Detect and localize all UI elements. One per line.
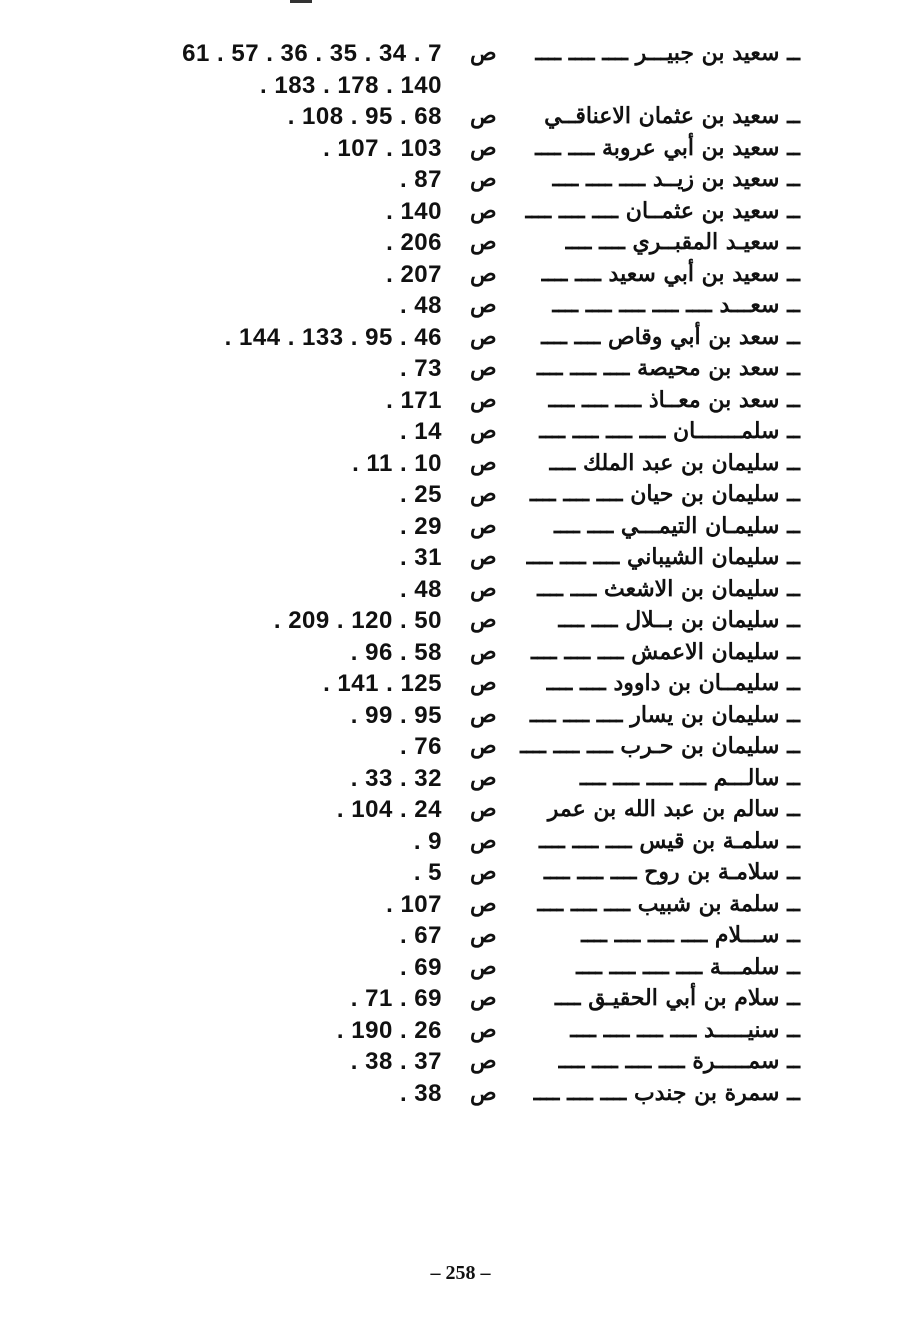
entry-page-refs: . 5: [413, 859, 442, 886]
entry-page-refs: . 9: [413, 827, 442, 855]
index-entry: [100, 290, 800, 322]
page-abbrev: ص: [470, 1016, 497, 1043]
index-entry: [100, 196, 800, 228]
page-abbrev: ص: [470, 166, 497, 192]
entry-page-refs: . 48: [399, 292, 442, 319]
entry-page-refs: . 206: [386, 229, 442, 256]
page-abbrev: ص: [470, 134, 497, 161]
index-entry: [100, 542, 800, 574]
index-entry: [100, 637, 800, 669]
index-entry: [100, 952, 800, 984]
entry-page-refs: . 107: [386, 890, 442, 918]
page-abbrev: ص: [470, 796, 497, 822]
entry-name: ــ سالم بن عبد الله بن عمر: [547, 796, 800, 822]
page-abbrev: ص: [470, 859, 497, 885]
index-entry: [100, 479, 800, 511]
entry-page-refs: . 141 . 125: [323, 670, 442, 697]
page-abbrev: ص: [470, 1048, 497, 1074]
page-abbrev: ص: [470, 449, 497, 476]
entry-page-refs: . 14: [399, 418, 442, 445]
page-abbrev: ص: [470, 40, 497, 66]
entry-name: ــ سليمــان بن داوود ــــ ــــ: [546, 670, 800, 696]
entry-page-refs: . 99 . 95: [350, 701, 442, 729]
entry-name: ــ سعيـد المقبــري ــــ ــــ: [565, 229, 800, 255]
page-abbrev: ص: [470, 355, 497, 381]
entry-name: ــ سعيد بن جبيـــر ــــ ــــ ــــ: [535, 40, 800, 66]
entry-name: ــ سنيـــــد ــــ ــــ ــــ ــــ: [570, 1016, 800, 1043]
entry-page-refs: . 87: [399, 166, 442, 193]
entry-page-refs: . 33 . 32: [350, 764, 442, 792]
entry-page-refs: . 104 . 24: [336, 796, 442, 823]
entry-page-refs: . 38 . 37: [350, 1048, 442, 1075]
entry-page-refs: . 38: [399, 1079, 442, 1107]
page-abbrev: ص: [470, 481, 497, 507]
page-abbrev: ص: [470, 512, 497, 539]
index-entry: [100, 353, 800, 385]
index-entry: [100, 511, 800, 543]
index-entry: [100, 857, 800, 889]
page-abbrev: ص: [470, 890, 497, 917]
entry-page-refs: . 11 . 10: [352, 449, 442, 477]
page-abbrev: ص: [470, 827, 497, 854]
index-entry: [100, 322, 800, 354]
entry-name: ــ ســـلام ــــ ــــ ــــ ــــ: [581, 922, 800, 948]
entry-page-refs: . 76: [399, 733, 442, 760]
page-abbrev: ص: [470, 323, 497, 350]
index-entry: [100, 889, 800, 921]
entry-page-refs: . 96 . 58: [350, 638, 442, 666]
index-entry: [100, 1046, 800, 1078]
entry-name: ــ سالـــم ــــ ــــ ــــ ــــ: [579, 764, 800, 791]
index-entry: [100, 70, 800, 102]
page-abbrev: ص: [470, 197, 497, 224]
index-entry: [100, 38, 800, 70]
entry-name: ــ سلمـــة ــــ ــــ ــــ ــــ: [576, 953, 800, 980]
index-entry: [100, 133, 800, 165]
entry-page-refs: . 48: [399, 575, 442, 603]
page-abbrev: ص: [470, 701, 497, 728]
page-abbrev: ص: [470, 953, 497, 980]
entry-name: ــ سلمة بن شبيب ــــ ــــ ــــ: [537, 890, 800, 917]
entry-name: ــ سمرة بن جندب ــــ ــــ ــــ: [533, 1079, 800, 1106]
entry-name: ــ سعيد بن أبي سعيد ــــ ــــ: [541, 260, 800, 287]
entry-name: ــ سلام بن أبي الحقيـق ــــ: [554, 985, 800, 1011]
page-abbrev: ص: [470, 575, 497, 602]
page-abbrev: ص: [470, 103, 497, 129]
page-abbrev: ص: [470, 922, 497, 948]
entry-name: ــ سليمان الشيباني ــــ ــــ ــــ: [526, 544, 800, 570]
entry-page-refs: . 171: [386, 386, 442, 414]
entry-page-refs: . 73: [399, 355, 442, 382]
index-entry: [100, 668, 800, 700]
index-entry: [100, 1015, 800, 1047]
entry-name: ــ سعد بن معــاذ ــــ ــــ ــــ: [548, 386, 800, 413]
entry-name: ــ سليمـان التيمـــي ــــ ــــ: [554, 512, 800, 539]
page-abbrev: ص: [470, 764, 497, 791]
page-abbrev: ص: [470, 386, 497, 413]
entry-page-refs: . 209 . 120 . 50: [273, 607, 442, 634]
page-abbrev: ص: [470, 292, 497, 318]
page-abbrev: ص: [470, 229, 497, 255]
entry-name: ــ سعيد بن عثمان الاعناقــي: [544, 103, 800, 129]
entry-page-refs: . 207: [386, 260, 442, 288]
entry-name: ــ سلامـة بن روح ــــ ــــ ــــ: [543, 859, 800, 885]
entry-name: ــ سليمان بن الاشعث ــــ ــــ: [537, 575, 800, 602]
page-number: – 258 –: [430, 1262, 491, 1284]
entry-name: ــ سليمان بن يسار ــــ ــــ ــــ: [529, 701, 800, 728]
entry-page-refs: . 144 . 133 . 95 . 46: [224, 323, 442, 351]
page-abbrev: ص: [470, 607, 497, 633]
entry-page-refs: . 108 . 95 . 68: [287, 103, 442, 130]
entry-name: ــ سعد بن أبي وقاص ــــ ــــ: [541, 323, 800, 350]
page-abbrev: ص: [470, 638, 497, 665]
entry-name: ــ سلمـة بن قيس ــــ ــــ ــــ: [539, 827, 800, 854]
scan-mark: [290, 0, 312, 3]
entry-name: ــ سليمان بن عبد الملك ــــ: [549, 449, 800, 476]
entry-page-refs: 61 . 57 . 36 . 35 . 34 . 7: [182, 40, 442, 67]
page-abbrev: ص: [470, 670, 497, 696]
entry-name: ــ سعـــد ــــ ــــ ــــ ــــ ــــ: [552, 292, 800, 318]
index-entry: [100, 1078, 800, 1110]
index-entry: [100, 101, 800, 133]
entry-page-refs: . 31: [399, 544, 442, 571]
index-entry: [100, 700, 800, 732]
entry-page-refs: . 67: [399, 922, 442, 949]
entry-page-refs: . 190 . 26: [336, 1016, 442, 1044]
index-entry: [100, 983, 800, 1015]
index-entry: [100, 164, 800, 196]
entry-name: ــ سليمان بن حـرب ــــ ــــ ــــ: [520, 733, 800, 759]
page-abbrev: ص: [470, 1079, 497, 1106]
entry-page-refs: . 25: [399, 481, 442, 508]
index-entry: [100, 574, 800, 606]
entry-name: ــ سعيد بن أبي عروبة ــــ ــــ: [535, 134, 800, 161]
entry-page-refs: . 69: [399, 953, 442, 981]
index-entry: [100, 731, 800, 763]
entry-page-refs: . 140: [386, 197, 442, 225]
page-abbrev: ص: [470, 544, 497, 570]
index-entry: [100, 920, 800, 952]
index-entry: [100, 794, 800, 826]
index-entry: [100, 227, 800, 259]
index-entry: [100, 259, 800, 291]
entry-name: ــ سليمان بن حيان ــــ ــــ ــــ: [529, 481, 800, 507]
entry-page-refs: . 183 . 178 . 140: [260, 71, 442, 99]
index-entry: [100, 605, 800, 637]
index-entry: [100, 385, 800, 417]
entry-name: ــ سعيد بن زيــد ــــ ــــ ــــ: [552, 166, 800, 192]
index-entry: [100, 448, 800, 480]
entry-name: ــ سليمان الاعمش ــــ ــــ ــــ: [530, 638, 800, 665]
page-abbrev: ص: [470, 418, 497, 444]
entry-name: ــ سمـــــرة ــــ ــــ ــــ ــــ: [558, 1048, 800, 1074]
page-abbrev: ص: [470, 985, 497, 1011]
entry-name: ــ سعيد بن عثمــان ــــ ــــ ــــ: [525, 197, 800, 224]
entry-page-refs: . 107 . 103: [323, 134, 442, 162]
page-abbrev: ص: [470, 260, 497, 287]
page-abbrev: ص: [470, 733, 497, 759]
name-index-list: [100, 38, 800, 1109]
index-entry: [100, 826, 800, 858]
entry-name: ــ سعد بن محيصة ــــ ــــ ــــ: [536, 355, 800, 381]
index-entry: [100, 763, 800, 795]
entry-name: ــ سليمان بن بــلال ــــ ــــ: [558, 607, 800, 633]
entry-name: ــ سلمـــــــان ــــ ــــ ــــ ــــ: [539, 418, 800, 444]
entry-page-refs: . 71 . 69: [350, 985, 442, 1012]
index-entry: [100, 416, 800, 448]
entry-page-refs: . 29: [399, 512, 442, 540]
